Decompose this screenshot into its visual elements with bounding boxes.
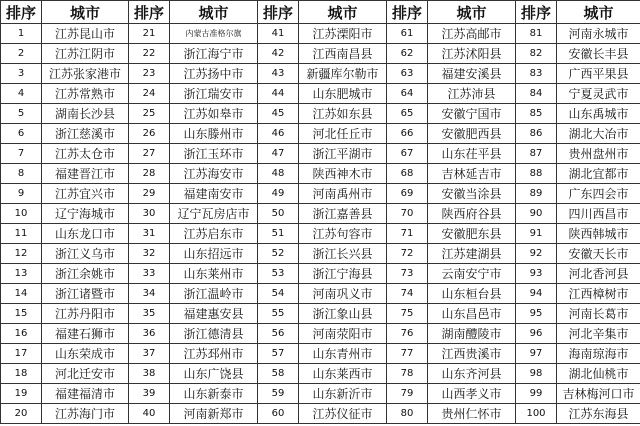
city-cell: 江苏江阴市 bbox=[42, 44, 129, 64]
rank-cell: 83 bbox=[516, 64, 557, 84]
rank-cell: 22 bbox=[129, 44, 170, 64]
city-cell: 云南安宁市 bbox=[428, 264, 516, 284]
rank-cell: 86 bbox=[516, 124, 557, 144]
city-cell: 陕西韩城市 bbox=[557, 224, 640, 244]
rank-cell: 36 bbox=[129, 324, 170, 344]
city-cell: 浙江德清县 bbox=[170, 324, 258, 344]
city-cell: 江苏句容市 bbox=[299, 224, 387, 244]
table-row bbox=[1, 124, 640, 144]
rank-cell: 71 bbox=[387, 224, 428, 244]
rank-cell: 84 bbox=[516, 84, 557, 104]
city-cell: 山东茌平县 bbox=[428, 144, 516, 164]
rank-cell: 75 bbox=[387, 304, 428, 324]
city-cell: 浙江海宁市 bbox=[170, 44, 258, 64]
table-row bbox=[1, 304, 640, 324]
city-cell: 湖北大冶市 bbox=[557, 124, 640, 144]
table-row bbox=[1, 224, 640, 244]
rank-cell: 29 bbox=[129, 184, 170, 204]
header-row bbox=[1, 1, 640, 24]
rank-cell: 90 bbox=[516, 204, 557, 224]
city-cell: 江苏仪征市 bbox=[299, 404, 387, 424]
table-row bbox=[1, 344, 640, 364]
city-cell: 江苏沭阳县 bbox=[428, 44, 516, 64]
city-cell: 广西平果县 bbox=[557, 64, 640, 84]
rank-cell: 64 bbox=[387, 84, 428, 104]
table-row bbox=[1, 404, 640, 424]
city-cell: 山东广饶县 bbox=[170, 364, 258, 384]
city-cell: 安徽宁国市 bbox=[428, 104, 516, 124]
rank-cell: 12 bbox=[1, 244, 42, 264]
rank-cell: 58 bbox=[258, 364, 299, 384]
city-cell: 河南巩义市 bbox=[299, 284, 387, 304]
rank-cell: 56 bbox=[258, 324, 299, 344]
rank-cell: 93 bbox=[516, 264, 557, 284]
city-cell: 浙江余姚市 bbox=[42, 264, 129, 284]
rank-cell: 52 bbox=[258, 244, 299, 264]
rank-cell: 72 bbox=[387, 244, 428, 264]
rank-cell: 6 bbox=[1, 124, 42, 144]
rank-cell: 20 bbox=[1, 404, 42, 424]
city-cell: 河北辛集市 bbox=[557, 324, 640, 344]
rank-cell: 80 bbox=[387, 404, 428, 424]
rank-cell: 35 bbox=[129, 304, 170, 324]
rank-cell: 43 bbox=[258, 64, 299, 84]
rank-header: 排序 bbox=[516, 1, 557, 24]
table-row bbox=[1, 244, 640, 264]
city-cell: 安徽肥东县 bbox=[428, 224, 516, 244]
city-cell: 山东桓台县 bbox=[428, 284, 516, 304]
city-cell: 河南禹州市 bbox=[299, 184, 387, 204]
city-cell: 新疆库尔勒市 bbox=[299, 64, 387, 84]
rank-cell: 67 bbox=[387, 144, 428, 164]
city-cell: 山东禹城市 bbox=[557, 104, 640, 124]
rank-cell: 37 bbox=[129, 344, 170, 364]
city-cell: 山东新沂市 bbox=[299, 384, 387, 404]
table-row bbox=[1, 184, 640, 204]
city-cell: 河北香河县 bbox=[557, 264, 640, 284]
rank-cell: 54 bbox=[258, 284, 299, 304]
rank-cell: 45 bbox=[258, 104, 299, 124]
city-cell: 安徽肥西县 bbox=[428, 124, 516, 144]
city-cell: 浙江嘉善县 bbox=[299, 204, 387, 224]
city-header: 城市 bbox=[170, 1, 258, 24]
rank-cell: 27 bbox=[129, 144, 170, 164]
city-cell: 江苏如东县 bbox=[299, 104, 387, 124]
city-cell: 安徽当涂县 bbox=[428, 184, 516, 204]
rank-cell: 16 bbox=[1, 324, 42, 344]
city-cell: 山东新泰市 bbox=[170, 384, 258, 404]
rank-cell: 49 bbox=[258, 184, 299, 204]
rank-cell: 55 bbox=[258, 304, 299, 324]
city-cell: 山东龙口市 bbox=[42, 224, 129, 244]
city-cell: 山东莱州市 bbox=[170, 264, 258, 284]
rank-cell: 28 bbox=[129, 164, 170, 184]
rank-cell: 97 bbox=[516, 344, 557, 364]
city-cell: 安徽天长市 bbox=[557, 244, 640, 264]
rank-cell: 1 bbox=[1, 24, 42, 44]
rank-header: 排序 bbox=[129, 1, 170, 24]
rank-cell: 46 bbox=[258, 124, 299, 144]
city-header: 城市 bbox=[299, 1, 387, 24]
rank-cell: 3 bbox=[1, 64, 42, 84]
rank-cell: 77 bbox=[387, 344, 428, 364]
city-cell: 江苏高邮市 bbox=[428, 24, 516, 44]
rank-cell: 25 bbox=[129, 104, 170, 124]
rank-cell: 21 bbox=[129, 24, 170, 44]
city-cell: 山东青州市 bbox=[299, 344, 387, 364]
table-row bbox=[1, 364, 640, 384]
city-cell: 江苏张家港市 bbox=[42, 64, 129, 84]
city-cell: 浙江诸暨市 bbox=[42, 284, 129, 304]
city-cell: 山西孝义市 bbox=[428, 384, 516, 404]
city-cell: 河南长葛市 bbox=[557, 304, 640, 324]
city-cell: 山东招远市 bbox=[170, 244, 258, 264]
rank-header: 排序 bbox=[387, 1, 428, 24]
city-cell: 江西樟树市 bbox=[557, 284, 640, 304]
city-cell: 湖北仙桃市 bbox=[557, 364, 640, 384]
rank-cell: 66 bbox=[387, 124, 428, 144]
rank-cell: 11 bbox=[1, 224, 42, 244]
city-cell: 浙江温岭市 bbox=[170, 284, 258, 304]
rank-cell: 17 bbox=[1, 344, 42, 364]
city-cell: 山东齐河县 bbox=[428, 364, 516, 384]
city-cell: 河北迁安市 bbox=[42, 364, 129, 384]
rank-cell: 14 bbox=[1, 284, 42, 304]
rank-cell: 39 bbox=[129, 384, 170, 404]
rank-cell: 59 bbox=[258, 384, 299, 404]
rank-cell: 60 bbox=[258, 404, 299, 424]
city-cell: 江苏沛县 bbox=[428, 84, 516, 104]
city-cell: 山东滕州市 bbox=[170, 124, 258, 144]
city-cell: 江苏海门市 bbox=[42, 404, 129, 424]
city-cell: 江苏启东市 bbox=[170, 224, 258, 244]
rank-cell: 65 bbox=[387, 104, 428, 124]
table-row bbox=[1, 164, 640, 184]
city-cell: 辽宁海城市 bbox=[42, 204, 129, 224]
rank-cell: 24 bbox=[129, 84, 170, 104]
city-cell: 陕西府谷县 bbox=[428, 204, 516, 224]
rank-cell: 18 bbox=[1, 364, 42, 384]
rank-cell: 81 bbox=[516, 24, 557, 44]
city-cell: 河北任丘市 bbox=[299, 124, 387, 144]
city-cell: 浙江宁海县 bbox=[299, 264, 387, 284]
rank-cell: 92 bbox=[516, 244, 557, 264]
city-cell: 河南荥阳市 bbox=[299, 324, 387, 344]
city-cell: 贵州盘州市 bbox=[557, 144, 640, 164]
city-cell: 宁夏灵武市 bbox=[557, 84, 640, 104]
city-cell: 广东四会市 bbox=[557, 184, 640, 204]
table-row bbox=[1, 64, 640, 84]
rank-cell: 8 bbox=[1, 164, 42, 184]
rank-cell: 94 bbox=[516, 284, 557, 304]
city-cell: 江苏海安市 bbox=[170, 164, 258, 184]
rank-cell: 7 bbox=[1, 144, 42, 164]
city-cell: 河南新郑市 bbox=[170, 404, 258, 424]
rank-cell: 98 bbox=[516, 364, 557, 384]
city-cell: 陕西神木市 bbox=[299, 164, 387, 184]
city-cell: 福建福清市 bbox=[42, 384, 129, 404]
city-header: 城市 bbox=[42, 1, 129, 24]
city-cell: 江苏昆山市 bbox=[42, 24, 129, 44]
rank-cell: 62 bbox=[387, 44, 428, 64]
rank-cell: 5 bbox=[1, 104, 42, 124]
city-cell: 山东荣成市 bbox=[42, 344, 129, 364]
rank-cell: 30 bbox=[129, 204, 170, 224]
city-cell: 江苏宜兴市 bbox=[42, 184, 129, 204]
rank-cell: 95 bbox=[516, 304, 557, 324]
city-cell: 贵州仁怀市 bbox=[428, 404, 516, 424]
rank-cell: 87 bbox=[516, 144, 557, 164]
table-row bbox=[1, 44, 640, 64]
city-cell: 福建安溪县 bbox=[428, 64, 516, 84]
rank-cell: 9 bbox=[1, 184, 42, 204]
rank-cell: 74 bbox=[387, 284, 428, 304]
table-row bbox=[1, 324, 640, 344]
table-row bbox=[1, 144, 640, 164]
table-row bbox=[1, 84, 640, 104]
rank-cell: 89 bbox=[516, 184, 557, 204]
city-cell: 浙江象山县 bbox=[299, 304, 387, 324]
city-cell: 江苏建湖县 bbox=[428, 244, 516, 264]
city-cell: 江西南昌县 bbox=[299, 44, 387, 64]
table-row bbox=[1, 24, 640, 44]
rank-cell: 76 bbox=[387, 324, 428, 344]
rank-cell: 2 bbox=[1, 44, 42, 64]
city-cell: 内蒙古准格尔旗 bbox=[170, 24, 258, 44]
city-cell: 福建石狮市 bbox=[42, 324, 129, 344]
rank-cell: 15 bbox=[1, 304, 42, 324]
rank-cell: 69 bbox=[387, 184, 428, 204]
city-header: 城市 bbox=[428, 1, 516, 24]
rank-cell: 32 bbox=[129, 244, 170, 264]
table-row bbox=[1, 264, 640, 284]
rank-cell: 57 bbox=[258, 344, 299, 364]
rank-cell: 73 bbox=[387, 264, 428, 284]
rank-cell: 50 bbox=[258, 204, 299, 224]
city-cell: 山东肥城市 bbox=[299, 84, 387, 104]
rank-cell: 79 bbox=[387, 384, 428, 404]
table-body bbox=[1, 24, 640, 424]
rank-cell: 82 bbox=[516, 44, 557, 64]
rank-cell: 40 bbox=[129, 404, 170, 424]
rank-cell: 99 bbox=[516, 384, 557, 404]
table-row bbox=[1, 384, 640, 404]
rank-cell: 85 bbox=[516, 104, 557, 124]
rank-cell: 51 bbox=[258, 224, 299, 244]
rank-cell: 42 bbox=[258, 44, 299, 64]
rank-cell: 96 bbox=[516, 324, 557, 344]
city-cell: 江西贵溪市 bbox=[428, 344, 516, 364]
rank-cell: 41 bbox=[258, 24, 299, 44]
city-cell: 江苏邳州市 bbox=[170, 344, 258, 364]
city-cell: 浙江慈溪市 bbox=[42, 124, 129, 144]
rank-cell: 100 bbox=[516, 404, 557, 424]
table-row bbox=[1, 204, 640, 224]
city-cell: 浙江义乌市 bbox=[42, 244, 129, 264]
city-cell: 辽宁瓦房店市 bbox=[170, 204, 258, 224]
city-cell: 湖南醴陵市 bbox=[428, 324, 516, 344]
rank-cell: 33 bbox=[129, 264, 170, 284]
rank-cell: 26 bbox=[129, 124, 170, 144]
city-header: 城市 bbox=[557, 1, 640, 24]
rank-cell: 10 bbox=[1, 204, 42, 224]
rank-cell: 88 bbox=[516, 164, 557, 184]
rank-cell: 53 bbox=[258, 264, 299, 284]
rank-cell: 19 bbox=[1, 384, 42, 404]
rank-cell: 38 bbox=[129, 364, 170, 384]
city-cell: 浙江长兴县 bbox=[299, 244, 387, 264]
table-row bbox=[1, 284, 640, 304]
rank-cell: 23 bbox=[129, 64, 170, 84]
rank-cell: 63 bbox=[387, 64, 428, 84]
rank-cell: 91 bbox=[516, 224, 557, 244]
city-cell: 四川西昌市 bbox=[557, 204, 640, 224]
rank-cell: 78 bbox=[387, 364, 428, 384]
city-cell: 福建南安市 bbox=[170, 184, 258, 204]
rank-cell: 68 bbox=[387, 164, 428, 184]
rank-cell: 61 bbox=[387, 24, 428, 44]
city-cell: 山东莱西市 bbox=[299, 364, 387, 384]
city-cell: 江苏扬中市 bbox=[170, 64, 258, 84]
city-cell: 海南琼海市 bbox=[557, 344, 640, 364]
city-cell: 吉林延吉市 bbox=[428, 164, 516, 184]
city-cell: 湖南长沙县 bbox=[42, 104, 129, 124]
rank-cell: 48 bbox=[258, 164, 299, 184]
city-cell: 江苏丹阳市 bbox=[42, 304, 129, 324]
city-cell: 浙江瑞安市 bbox=[170, 84, 258, 104]
city-cell: 安徽长丰县 bbox=[557, 44, 640, 64]
city-cell: 湖北宜都市 bbox=[557, 164, 640, 184]
rank-cell: 34 bbox=[129, 284, 170, 304]
city-cell: 河南永城市 bbox=[557, 24, 640, 44]
rank-cell: 47 bbox=[258, 144, 299, 164]
city-cell: 江苏太仓市 bbox=[42, 144, 129, 164]
city-cell: 江苏东海县 bbox=[557, 404, 640, 424]
city-cell: 福建晋江市 bbox=[42, 164, 129, 184]
city-cell: 浙江平湖市 bbox=[299, 144, 387, 164]
city-cell: 江苏如皋市 bbox=[170, 104, 258, 124]
rank-cell: 13 bbox=[1, 264, 42, 284]
city-cell: 山东昌邑市 bbox=[428, 304, 516, 324]
city-cell: 江苏常熟市 bbox=[42, 84, 129, 104]
rank-cell: 4 bbox=[1, 84, 42, 104]
city-cell: 吉林梅河口市 bbox=[557, 384, 640, 404]
city-cell: 福建惠安县 bbox=[170, 304, 258, 324]
city-cell: 江苏溧阳市 bbox=[299, 24, 387, 44]
rank-header: 排序 bbox=[1, 1, 42, 24]
rank-cell: 44 bbox=[258, 84, 299, 104]
city-cell: 浙江玉环市 bbox=[170, 144, 258, 164]
table-row bbox=[1, 104, 640, 124]
rank-cell: 31 bbox=[129, 224, 170, 244]
rank-header: 排序 bbox=[258, 1, 299, 24]
rank-cell: 70 bbox=[387, 204, 428, 224]
